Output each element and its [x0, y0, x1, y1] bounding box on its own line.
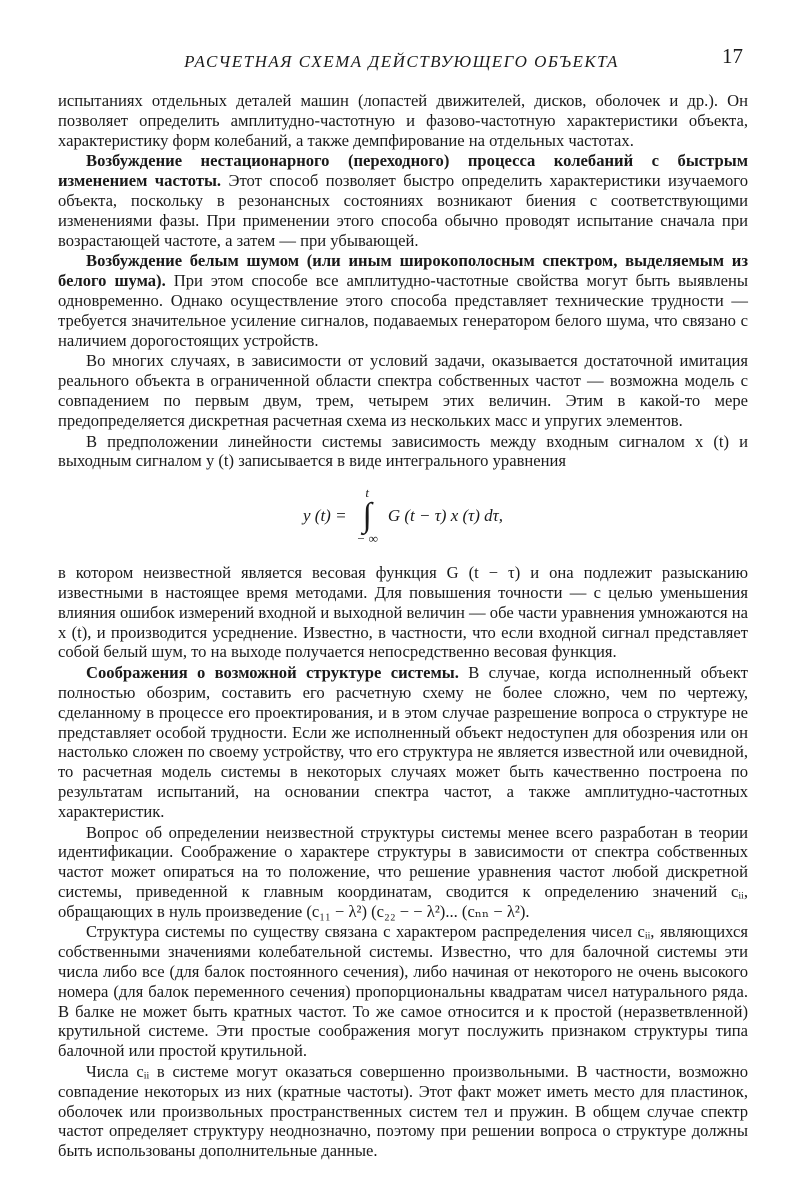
paragraph	[58, 663, 748, 821]
paragraph-text: Вопрос об определении неизвестной структуры системы менее всего разработан в теории идентификации. Соображение о характере структуры в зависимости от спектра собственных частот может опираться на то положение, что решение уравнения частот любой дискретной системы, приведенной к главным координатам, сводится к определению значений cᵢᵢ, обращающих в нуль произведение (c₁₁ − λ²) (c₂₂ − − λ²)... (cₙₙ − λ²).	[58, 822, 748, 921]
paragraph-text: Структура системы по существу связана с характером распределения чисел cᵢᵢ, являющихся собственными значениями колебательной системы. Известно, что для балочной системы эти числа либо все (для балок постоянного сечения), либо начиная от некоторого не очень высокого номера (для балок переменного сечения) пропорциональны квадратам чисел натурального ряда. В балке не может быть кратных частот. То же самое относится и к простой (неразветвленной) крутильной системе. Эти простые соображения могут послужить признаком структуры типа балочной или простой крутильной.	[58, 922, 748, 1061]
paragraph	[58, 351, 748, 430]
paragraph	[58, 251, 748, 350]
integral-upper-limit: t	[365, 485, 369, 501]
paragraph-heading: Соображения о возможной структуре системы.	[86, 663, 459, 683]
paragraph-heading: Возбуждение нестационарного (переходного) процесса колебаний с быстрым изменением частоты.	[58, 151, 748, 191]
paragraph-heading: Возбуждение белым шумом (или иным широкополосным спектром, выделяемым из белого шума).	[58, 251, 748, 291]
paragraph	[58, 91, 748, 150]
paragraph	[58, 1062, 748, 1161]
integral-lower-limit: − ∞	[356, 531, 378, 547]
formula-rhs: G (t − τ) x (τ) dτ,	[387, 506, 504, 526]
paragraph-text: Во многих случаях, в зависимости от условий задачи, оказывается достаточной имитация реального объекта в ограниченной области спектра собственных частот — возможна модель с совпадением по первым двум, трем, четырем этих величин. Этим в какой-то мере предопределяется дискретная расчетная схема из нескольких масс и упругих элементов.	[58, 351, 748, 430]
paragraph-text: испытаниях отдельных деталей машин (лопастей движителей, дисков, оболочек и др.). Он позволяет определить амплитудно-частотную и фазово-частотную характеристики объекта, характеристику форм колебаний, а также демпфирование на отдельных частотах.	[58, 91, 748, 150]
paragraph	[58, 823, 748, 922]
paragraph-text: Этот способ позволяет быстро определить характеристики изучаемого объекта, поскольку в резонансных состояниях возникают биения с соответствующими изменениями фазы. При применении этого способа обычно проводят испытание сначала при возрастающей частоте, а затем — при убывающей.	[58, 171, 748, 250]
paragraph-text: Числа cᵢᵢ в системе могут оказаться совершенно произвольными. В частности, возможно совпадение некоторых из них (кратные частоты). Этот факт может иметь место для пластинок, оболочек или произвольных пространственных систем тел и пружин. В общем случае спектр частот определяет структуру неоднозначно, поэтому при решении вопроса о структуре должны быть использованы дополнительные данные.	[58, 1062, 748, 1161]
integral-sign-group	[357, 486, 378, 546]
paragraph-text: В случае, когда исполненный объект полностью обозрим, составить его расчетную схему не более сложно, чем по чертежу, сделанному в процессе его проектирования, и в этом случае разрешение вопроса о структуре не представляет особой трудности. Если же исполненный объект недоступен для обозрения или он настолько сложен по своему устройству, что его структура не является известной или очевидной, то расчетная модель системы в некоторых случаях может быть качественно построена по результатам испытаний, на основании спектра частот, а также амплитудно-частотных характеристик.	[58, 663, 748, 821]
page-header	[58, 44, 745, 74]
paragraph	[58, 432, 748, 472]
formula-lhs: y (t) =	[302, 506, 347, 526]
running-title: РАСЧЕТНАЯ СХЕМА ДЕЙСТВУЮЩЕГО ОБЪЕКТА	[184, 52, 619, 71]
integral-equation	[58, 475, 748, 557]
integral-sign: ∫	[362, 497, 372, 535]
paragraph	[58, 151, 748, 250]
paragraph	[58, 922, 748, 1061]
paragraph-text: В предположении линейности системы зависимость между входным сигналом x (t) и выходным сигналом y (t) записывается в виде интегрального уравнения	[58, 431, 748, 471]
paragraph	[58, 563, 748, 662]
paragraph-text: При этом способе все амплитудно-частотные свойства могут быть выявлены одновременно. Однако осуществление этого способа представляет технические трудности — требуется значительное усиление сигналов, подаваемых генератором белого шума, что связано с наличием дорогостоящих устройств.	[58, 271, 748, 350]
page-body	[58, 91, 748, 1161]
paragraph-text: в котором неизвестной является весовая функция G (t − τ) и она подлежит разысканию известными в настоящее время методами. Для повышения точности — с целью уменьшения влияния ошибок измерений входной и выходной величин — обе части уравнения умножаются на x (t), и производится усреднение. Известно, в частности, что если входной сигнал представляет собой белый шум, то на выходе получается непосредственно весовая функция.	[58, 563, 748, 662]
page-number: 17	[722, 44, 743, 68]
